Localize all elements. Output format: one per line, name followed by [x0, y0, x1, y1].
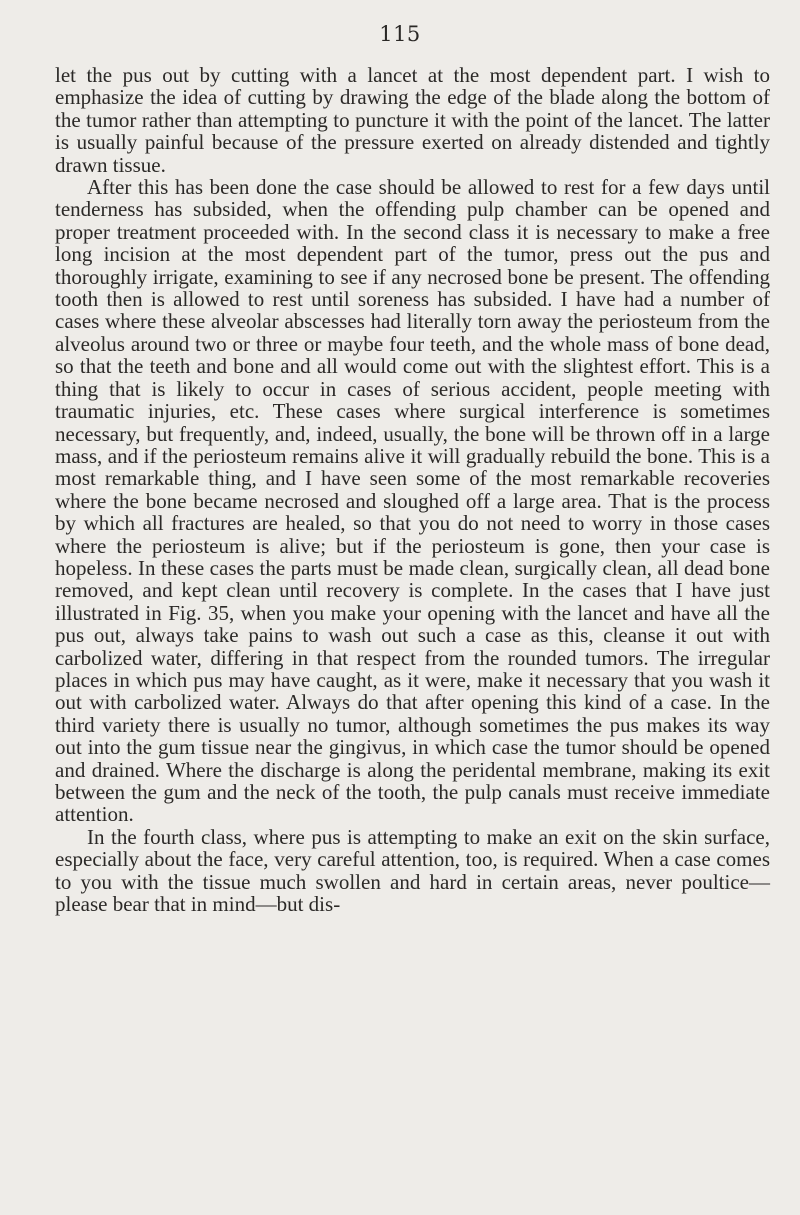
- page-number: 115: [379, 22, 421, 46]
- body-text: [55, 64, 770, 915]
- paragraph-2: After this has been done the case should be allowed to rest for a few days until tenderness has subsided, when the offending pulp chamber can be opened and proper treatment proceeded with. In the second class it is necessary to make a free long incision at the most dependent part of the tumor, press out the pus and thoroughly irrigate, examining to see if any necrosed bone be present. The offending tooth then is allowed to rest until soreness has subsided. I have had a number of cases where these alveolar abscesses had literally torn away the periosteum from the alveolus around two or three or maybe four teeth, and the whole mass of bone dead, so that the teeth and bone and all would come out with the slightest effort. This is a thing that is likely to occur in cases of serious accident, people meeting with traumatic injuries, etc. These cases where surgical interference is sometimes necessary, but frequently, and, indeed, usually, the bone will be thrown off in a large mass, and if the periosteum remains alive it will gradually rebuild the bone. This is a most remarkable thing, and I have seen some of the most remarkable recoveries where the bone became necrosed and sloughed off a large area. That is the process by which all fractures are healed, so that you do not need to worry in those cases where the periosteum is alive; but if the periosteum is gone, then your case is hopeless. In these cases the parts must be made clean, surgically clean, all dead bone removed, and kept clean until recovery is complete. In the cases that I have just illustrated in Fig. 35, when you make your opening with the lancet and have all the pus out, always take pains to wash out such a case as this, cleanse it out with carbolized water, differing in that respect from the rounded tumors. The irregular places in which pus may have caught, as it were, make it necessary that you wash it out with carbolized water. Always do that after opening this kind of a case. In the third variety there is usually no tumor, although sometimes the pus makes its way out into the gum tissue near the gingivus, in which case the tumor should be opened and drained. Where the discharge is along the peridental membrane, making its exit between the gum and the neck of the tooth, the pulp canals must receive immediate attention.: [55, 175, 770, 827]
- paragraph-1: let the pus out by cutting with a lancet at the most dependent part. I wish to emphasize the idea of cutting by drawing the edge of the blade along the bottom of the tumor rather than attempting to puncture it with the point of the lancet. The latter is usually painful because of the pressure exerted on already distended and tightly drawn tissue.: [55, 63, 770, 177]
- paragraph-3: In the fourth class, where pus is attempting to make an exit on the skin surface, especially about the face, very careful attention, too, is required. When a case comes to you with the tissue much swollen and hard in certain areas, never poultice—please bear that in mind—but dis-: [55, 824, 770, 917]
